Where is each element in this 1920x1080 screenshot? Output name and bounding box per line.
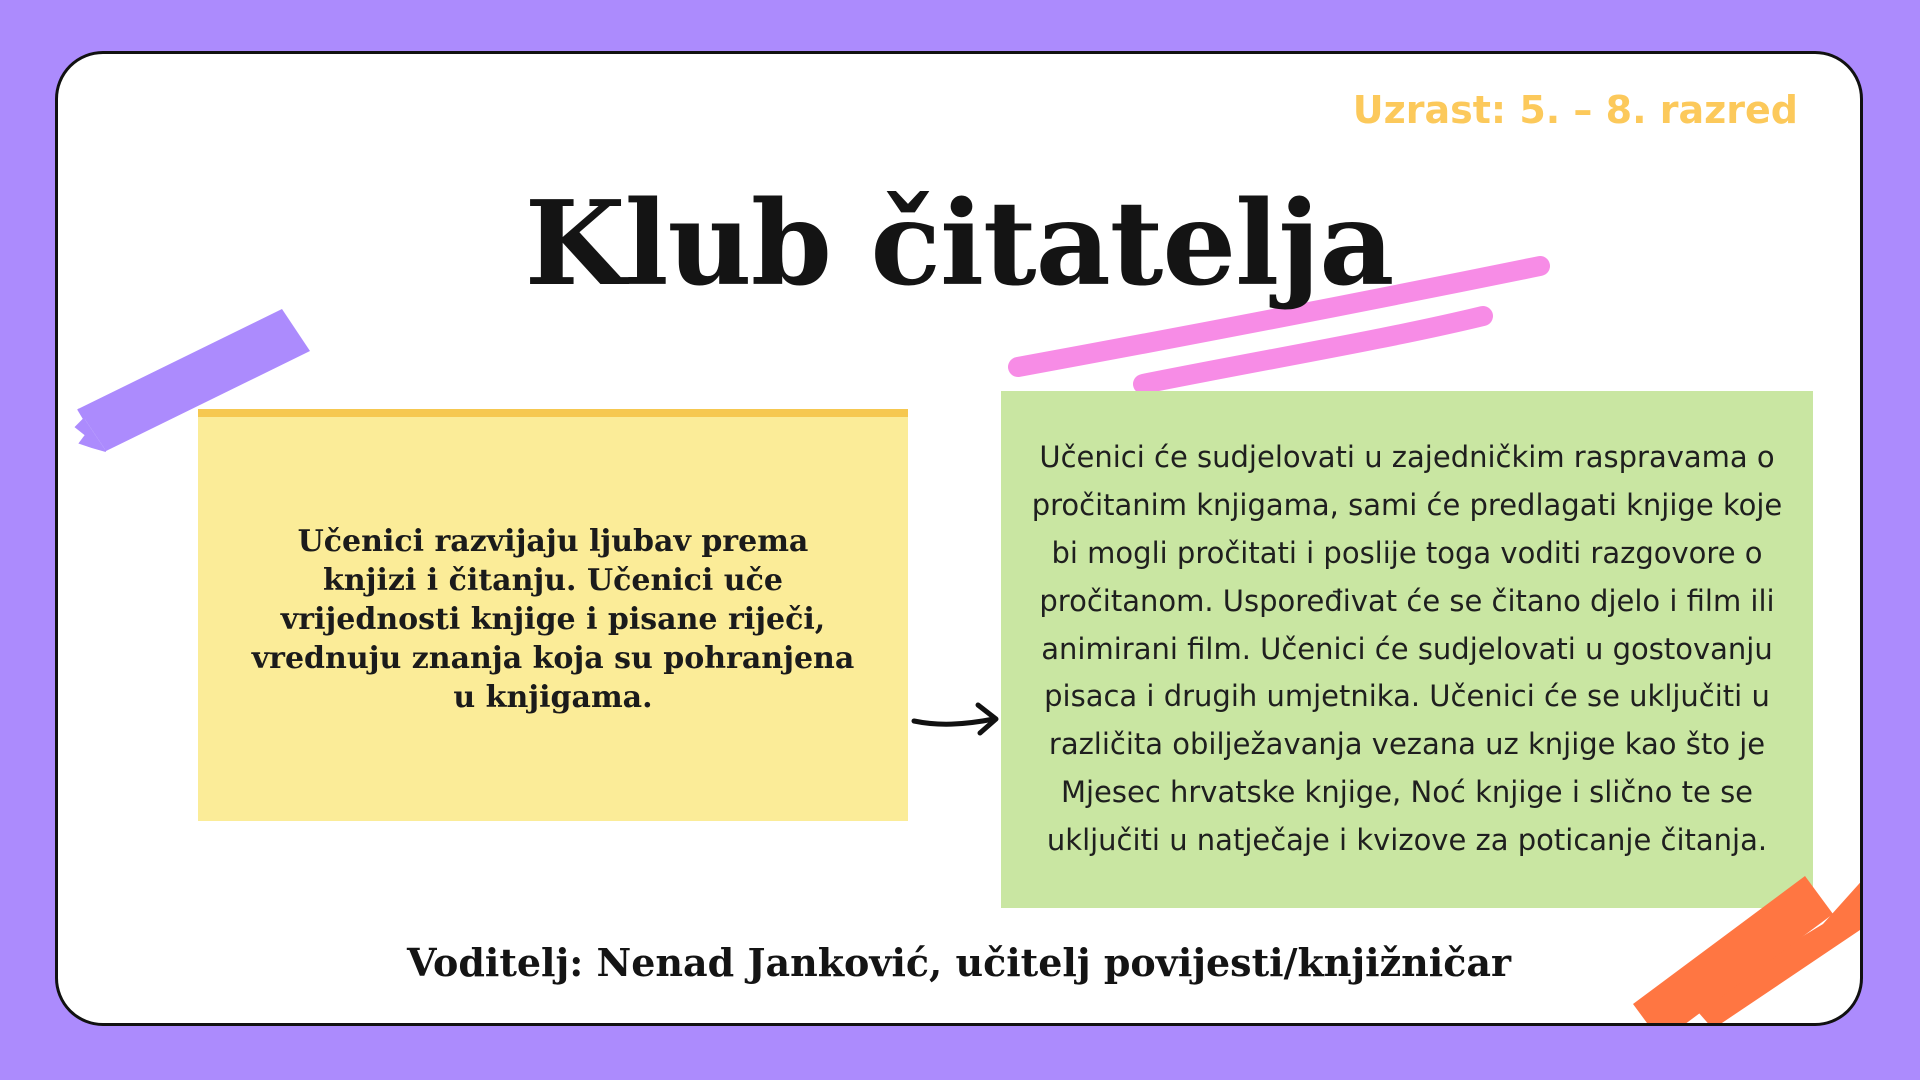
page-title: Klub čitatelja	[524, 176, 1394, 312]
orange-tape-decoration	[1633, 814, 1863, 1026]
green-note-text: Učenici će sudjelovati u zajedničkim raspravama o pročitanim knjigama, sami će predlagati knjige koje bi mogli pročitati i poslije toga voditi razgovore o pročitanom. Uspoređivat će se čitano djelo i film ili animirani film. Učenici će sudjelovati u gostovanju pisaca i drugih umjetnika. Učenici će se uključiti u različita obilježavanja vezana uz knjige kao što je Mjesec hrvatske knjige, Noć knjige i slično te se uključiti u natječaje i kvizove za poticanje čitanja.	[1031, 440, 1783, 857]
purple-tape-decoration	[70, 299, 320, 479]
poster-card	[55, 51, 1863, 1026]
arrow-right-icon	[908, 699, 1003, 739]
yellow-note-text: Učenici razvijaju ljubav prema knjizi i čitanju. Učenici uče vrijednosti knjige i pisane riječi, vrednuju znanja koja su pohranjena u knjigama.	[251, 523, 855, 715]
age-range-label: Uzrast: 5. – 8. razred	[1352, 88, 1798, 132]
leader-credit: Voditelj: Nenad Janković, učitelj povijesti/knjižničar	[406, 940, 1512, 985]
